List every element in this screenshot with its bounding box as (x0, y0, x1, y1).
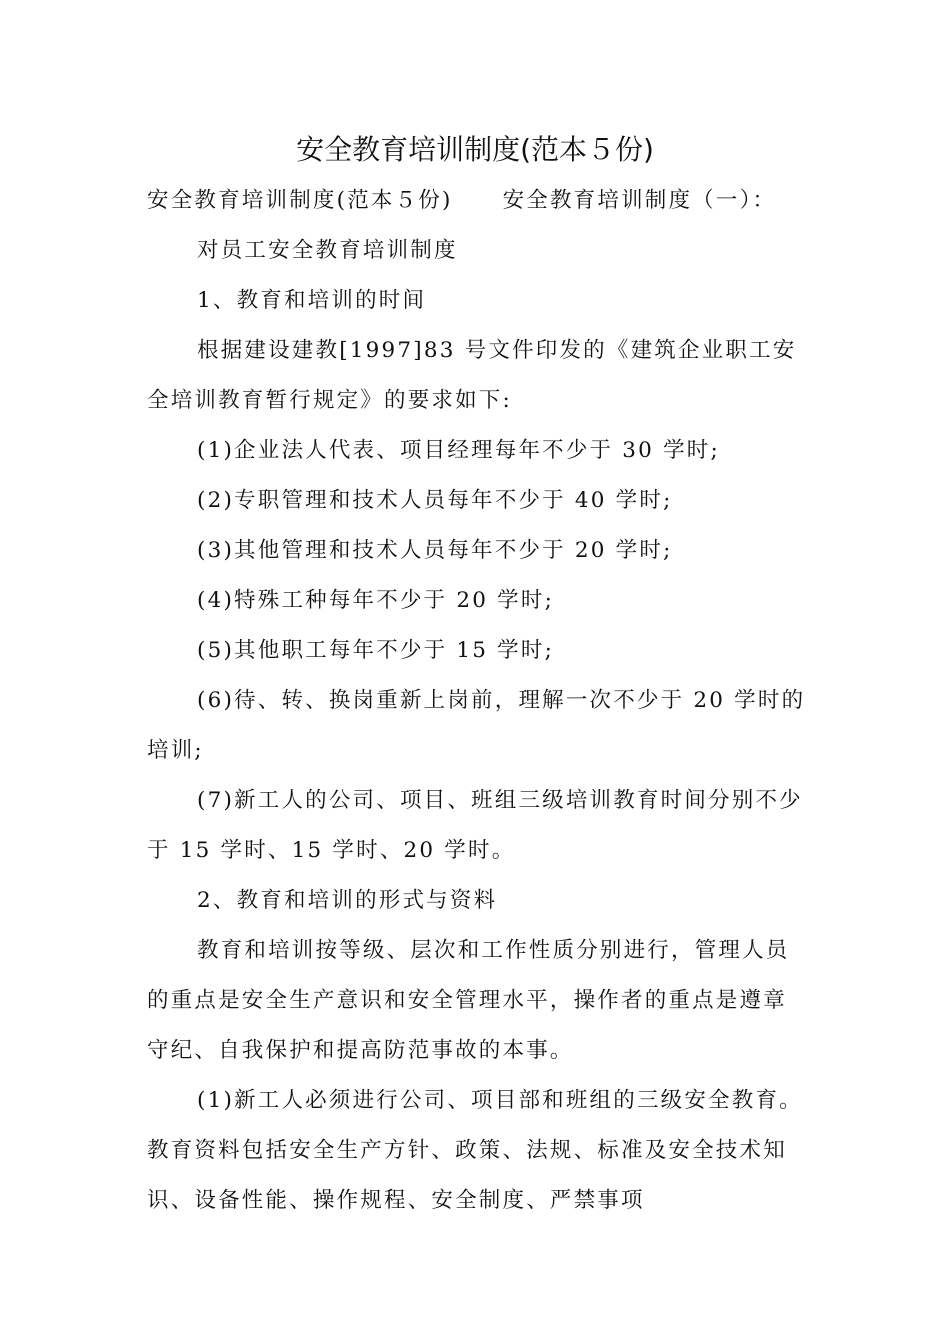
list-item: (6)待、转、换岗重新上岗前，理解一次不少于 20 学时的培训; (147, 688, 806, 763)
intro-line (147, 176, 809, 226)
list-item: (1)新工人必须进行公司、项目部和班组的三级安全教育。教育资料包括安全生产方针、政策、法规、标准及安全技术知识、设备性能、操作规程、安全制度、严禁事项 (147, 1088, 803, 1213)
document-body (147, 176, 809, 1226)
list-item: (4)特殊工种每年不少于 20 学时; (197, 588, 555, 613)
list-item: (2)专职管理和技术人员每年不少于 40 学时; (197, 488, 673, 513)
list-item: (7)新工人的公司、项目、班组三级培训教育时间分别不少于 15 学时、15 学时、20 学时。 (147, 788, 803, 863)
paragraph: 对员工安全教育培训制度 (197, 238, 458, 263)
list-item: (3)其他管理和技术人员每年不少于 20 学时; (197, 538, 673, 563)
document-title: 安全教育培训制度(范本５份) (296, 133, 654, 166)
section-heading: 1、教育和培训的时间 (197, 288, 427, 313)
list-item: (1)企业法人代表、项目经理每年不少于 30 学时; (197, 438, 720, 463)
list-item: (5)其他职工每年不少于 15 学时; (197, 638, 555, 663)
intro-text: 安全教育培训制度(范本５份) (147, 188, 453, 213)
section-heading: 2、教育和培训的形式与资料 (197, 888, 498, 913)
paragraph: 教育和培训按等级、层次和工作性质分别进行，管理人员的重点是安全生产意识和安全管理水平，操作者的重点是遵章守纪、自我保护和提高防范事故的本事。 (147, 938, 790, 1063)
section-one-heading: 安全教育培训制度（一）： (502, 188, 777, 213)
paragraph: 根据建设建教[1997]83 号文件印发的《建筑企业职工安全培训教育暂行规定》的要求如下: (147, 338, 797, 413)
